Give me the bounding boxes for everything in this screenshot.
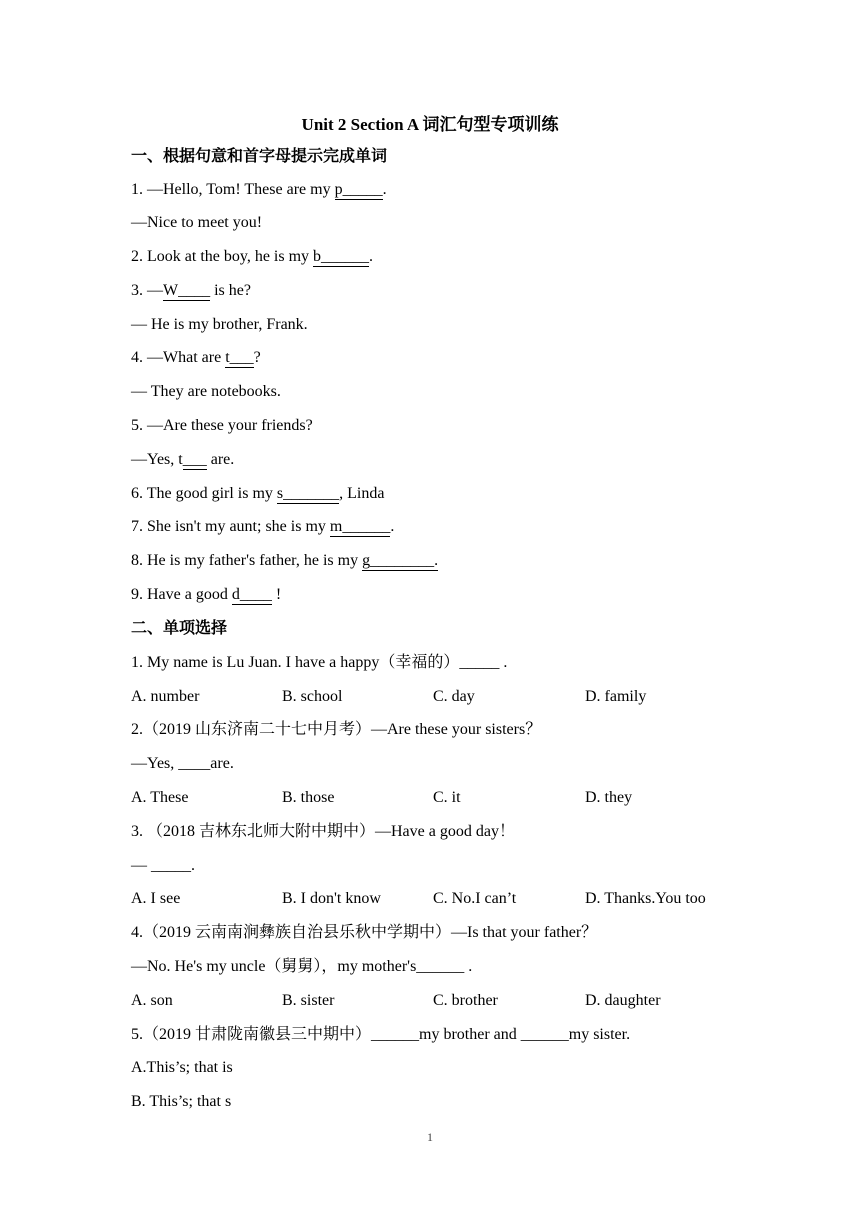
- s1-q1-blank: p_____: [334, 181, 383, 198]
- s2-q4-option-c: C. brother: [433, 992, 498, 1009]
- s2-q3-option-a: A. I see: [131, 890, 181, 907]
- s1-q5-reply: [131, 449, 234, 471]
- s1-q4-reply: — They are notebooks.: [131, 383, 281, 400]
- page-number: 1: [427, 1130, 433, 1144]
- s1-q1-post: .: [382, 181, 387, 198]
- s1-q7-blank: m______: [329, 518, 391, 535]
- s1-q7-post: .: [390, 518, 395, 535]
- s1-q4-text: 4. —What are: [131, 349, 226, 366]
- s1-q3-reply: — He is my brother, Frank.: [131, 316, 308, 333]
- s1-q6-text: 6. The good girl is my: [131, 485, 277, 502]
- s2-q1-option-a: A. number: [131, 688, 200, 705]
- s1-q9-text: 9. Have a good: [131, 586, 232, 603]
- s1-q6-blank: s_______: [276, 485, 340, 502]
- s2-q1-option-b: B. school: [282, 688, 343, 705]
- section2-heading: 二、单项选择: [131, 620, 228, 637]
- s1-q4-post: ?: [253, 349, 261, 366]
- s2-q4-option-b: B. sister: [282, 992, 335, 1009]
- s1-q5-text: —Yes, t: [131, 451, 183, 468]
- s1-q7: [131, 516, 394, 538]
- s1-q3: [131, 280, 251, 302]
- s2-q3-option-c: C. No.I can’t: [433, 890, 517, 907]
- s1-q2-blank: b______: [313, 248, 370, 265]
- s1-q5: 5. —Are these your friends?: [131, 417, 313, 434]
- s1-q9-blank: d____: [231, 586, 272, 603]
- s1-q1: [131, 179, 387, 201]
- s2-q4-stem-reply: —No. He's my uncle（舅舅），my mother's______ .: [131, 958, 473, 975]
- s2-q3-option-d: D. Thanks.You too: [585, 890, 706, 907]
- s2-q2-option-a: A. These: [131, 789, 189, 806]
- s2-q2-stem-reply: —Yes, ____are.: [131, 755, 234, 772]
- s1-q4: [131, 347, 261, 369]
- s2-q3-stem: 3. （2018 吉林东北师大附中期中）—Have a good day！: [131, 823, 515, 840]
- s1-q2-text: 2. Look at the boy, he is my: [131, 248, 314, 265]
- s2-q4-option-a: A. son: [131, 992, 173, 1009]
- s1-q5-blank: ___: [182, 451, 207, 468]
- s2-q2-option-c: C. it: [433, 789, 461, 806]
- s1-q8-text: 8. He is my father's father, he is my: [131, 552, 363, 569]
- s1-q9: [131, 584, 281, 606]
- s1-q3-text: 3. —: [131, 282, 163, 299]
- s1-q1-text: 1. —Hello, Tom! These are my: [131, 181, 335, 198]
- s2-q4-stem: 4.（2019 云南南涧彝族自治县乐秋中学期中）—Is that your father？: [131, 924, 598, 941]
- s2-q1-stem: 1. My name is Lu Juan. I have a happy（幸福的）_____ .: [131, 654, 508, 671]
- s2-q2-option-d: D. they: [585, 789, 633, 806]
- s2-q5-stem: 5.（2019 甘肃陇南徽县三中期中）______my brother and ______my sister.: [131, 1026, 631, 1043]
- s1-q5-post: are.: [206, 451, 235, 468]
- section1-heading: 一、根据句意和首字母提示完成单词: [131, 148, 388, 165]
- s1-q1-reply: —Nice to meet you!: [131, 214, 263, 231]
- s2-q5-option-a: A.This’s; that is: [131, 1059, 233, 1076]
- s1-q8: [131, 550, 438, 572]
- s2-q1-option-c: C. day: [433, 688, 475, 705]
- page-title: Unit 2 Section A 词汇句型专项训练: [301, 115, 559, 134]
- s2-q3-stem-reply: — _____.: [131, 857, 195, 874]
- s2-q2-stem: 2.（2019 山东济南二十七中月考）—Are these your sisters？: [131, 721, 542, 738]
- s2-q5-option-b: B. This’s; that s: [131, 1093, 232, 1110]
- s1-q7-text: 7. She isn't my aunt; she is my: [131, 518, 330, 535]
- s1-q3-blank: W____: [163, 282, 211, 299]
- s1-q4-blank: t___: [225, 349, 254, 366]
- s2-q1-option-d: D. family: [585, 688, 647, 705]
- s1-q2: [131, 246, 373, 268]
- s1-q9-post: !: [271, 586, 282, 603]
- s1-q6: [131, 483, 384, 505]
- s1-q2-post: .: [369, 248, 374, 265]
- s1-q3-post: is he?: [210, 282, 251, 299]
- s2-q3-option-b: B. I don't know: [282, 890, 381, 907]
- s1-q8-blank: g________.: [362, 552, 439, 569]
- s2-q4-option-d: D. daughter: [585, 992, 661, 1009]
- s2-q2-option-b: B. those: [282, 789, 335, 806]
- s1-q6-post: , Linda: [339, 485, 385, 502]
